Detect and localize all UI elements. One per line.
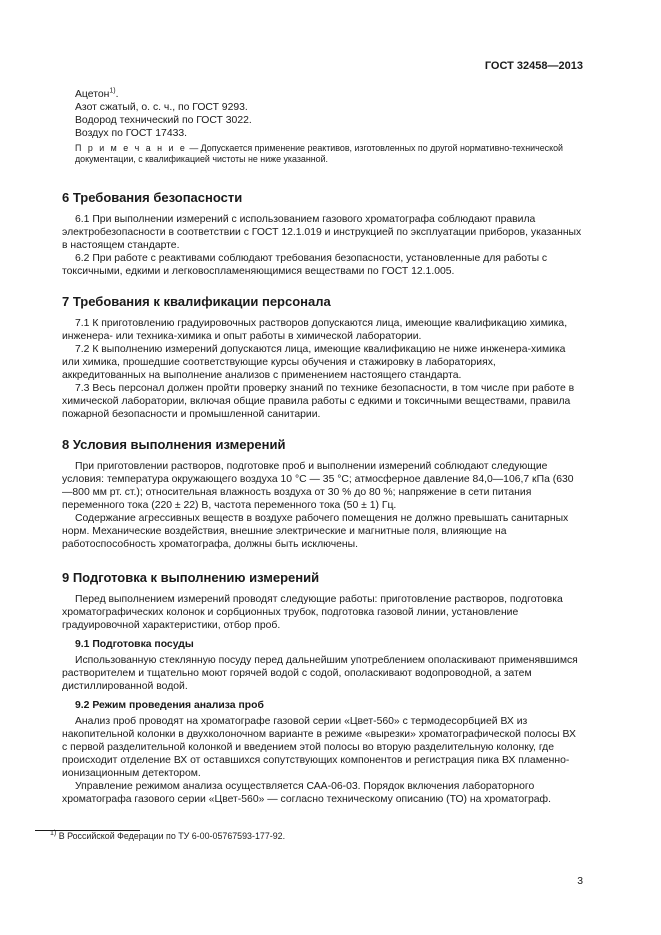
paragraph: Использованную стеклянную посуду перед дальнейшим употреблением ополаскивают применявшимся растворителем и тщательно моют горячей водой с содой, ополаскивают водопроводной, а затем дистиллированной водой.	[62, 655, 578, 692]
footnote-text: В Российской Федерации по ТУ 6-00-05767593-177-92.	[56, 831, 286, 841]
section-8	[62, 437, 582, 551]
standard-number: ГОСТ 32458—2013	[484, 60, 583, 72]
paragraph: Анализ проб проводят на хроматографе газовой серии «Цвет-560» с термодесорбцией ВХ из накопительной колонки в двухколоночном варианте в режиме «вырезки» хроматографической полосы ВХ с первой разделительной колонкой и введением этой полосы во вторую разделительную колонку, где происходит отделение ВХ от оставшихся сопутствующих компонентов и регистрация пика ВХ пламенно-ионизационным детектором.	[62, 716, 576, 779]
note-text: — Допускается применение реактивов, изготовленных по другой нормативно-технической документации, с квалификацией чистоты не ниже указанной.	[75, 143, 563, 164]
section-6	[62, 190, 582, 278]
paragraph: При приготовлении растворов, подготовке проб и выполнении измерений соблюдают следующие условия: температура окружающего воздуха 10 °С — 35 °С; атмосферное давление 84,0—106,7 кПа (630—800 мм рт. ст.); относительная влажность воздуха от 30 % до 80 %; напряжение в сети питания переменного тока (220 ± 22) В, частота переменного тока (50 ± 1) Гц.	[62, 461, 574, 511]
reagent-item: Азот сжатый, о. с. ч., по ГОСТ 9293.	[75, 102, 248, 113]
note	[75, 143, 583, 165]
reagent-item: Ацетон$^{1)}$.	[75, 87, 119, 100]
paragraph: 7.2 К выполнению измерений допускаются лица, имеющие квалификацию не ниже инженера-химика или химика, прошедшие соответствующие курсы обучения и стажировку в лабораториях, аккредитованных на выполнение анализов с применением настоящего стандарта.	[62, 344, 566, 381]
section-title: 6 Требования безопасности	[62, 190, 243, 205]
paragraph: Управление режимом анализа осуществляется САА-06-03. Порядок включения лабораторного хроматографа газового серии «Цвет-560» — согласно техническому описанию (ТО) на хроматограф.	[62, 781, 551, 805]
section-title: 9 Подготовка к выполнению измерений	[62, 570, 320, 585]
page-content	[75, 88, 583, 165]
page-number: 3	[577, 876, 583, 887]
note-label: П р и м е ч а н и е	[75, 143, 187, 153]
footnote-ref: 1)	[109, 87, 116, 95]
section-title: 7 Требования к квалификации персонала	[62, 294, 331, 309]
reagent-item: Воздух по ГОСТ 17433.	[75, 128, 188, 139]
footnote-mark: 1)	[50, 830, 57, 838]
footnote	[50, 831, 285, 841]
paragraph: Перед выполнением измерений проводят следующие работы: приготовление растворов, подготовка хроматографических колонок и сорбционных трубок, подготовка газовой линии, установление градуировочной характеристики, отбор проб.	[62, 594, 563, 631]
section-title: 8 Условия выполнения измерений	[62, 437, 286, 452]
paragraph: Содержание агрессивных веществ в воздухе рабочего помещения не должно превышать санитарных норм. Механические воздействия, внешние электрические и магнитные поля, влияющие на работоспособность хроматографа, должны быть исключены.	[62, 513, 569, 550]
section-7	[62, 294, 582, 421]
subsection-title: 9.2 Режим проведения анализа проб	[75, 700, 264, 711]
subsection-title: 9.1 Подготовка посуды	[75, 639, 194, 650]
paragraph: 6.2 При работе с реактивами соблюдают требования безопасности, установленные для работы с токсичными, едкими и легковоспламеняющимися веществами по ГОСТ 12.1.005.	[62, 253, 548, 277]
paragraph: 7.1 К приготовлению градуировочных растворов допускаются лица, имеющие квалификацию химика, инженера- или техника-химика и опыт работы в химической лаборатории.	[62, 318, 568, 342]
paragraph: 6.1 При выполнении измерений с использованием газового хроматографа соблюдают правила электробезопасности в соответствии с ГОСТ 12.1.019 и инструкцией по эксплуатации приборов, указанных в настоящем стандарте.	[62, 214, 582, 251]
paragraph: 7.3 Весь персонал должен пройти проверку знаний по технике безопасности, в том числе при работе в химической лаборатории, включая общие правила работы с едкими и токсичными веществами, правила пожарной безопасности и промышленной санитарии.	[62, 383, 575, 420]
section-9	[62, 570, 582, 806]
reagent-list	[75, 88, 583, 140]
reagent-item: Водород технический по ГОСТ 3022.	[75, 115, 252, 126]
